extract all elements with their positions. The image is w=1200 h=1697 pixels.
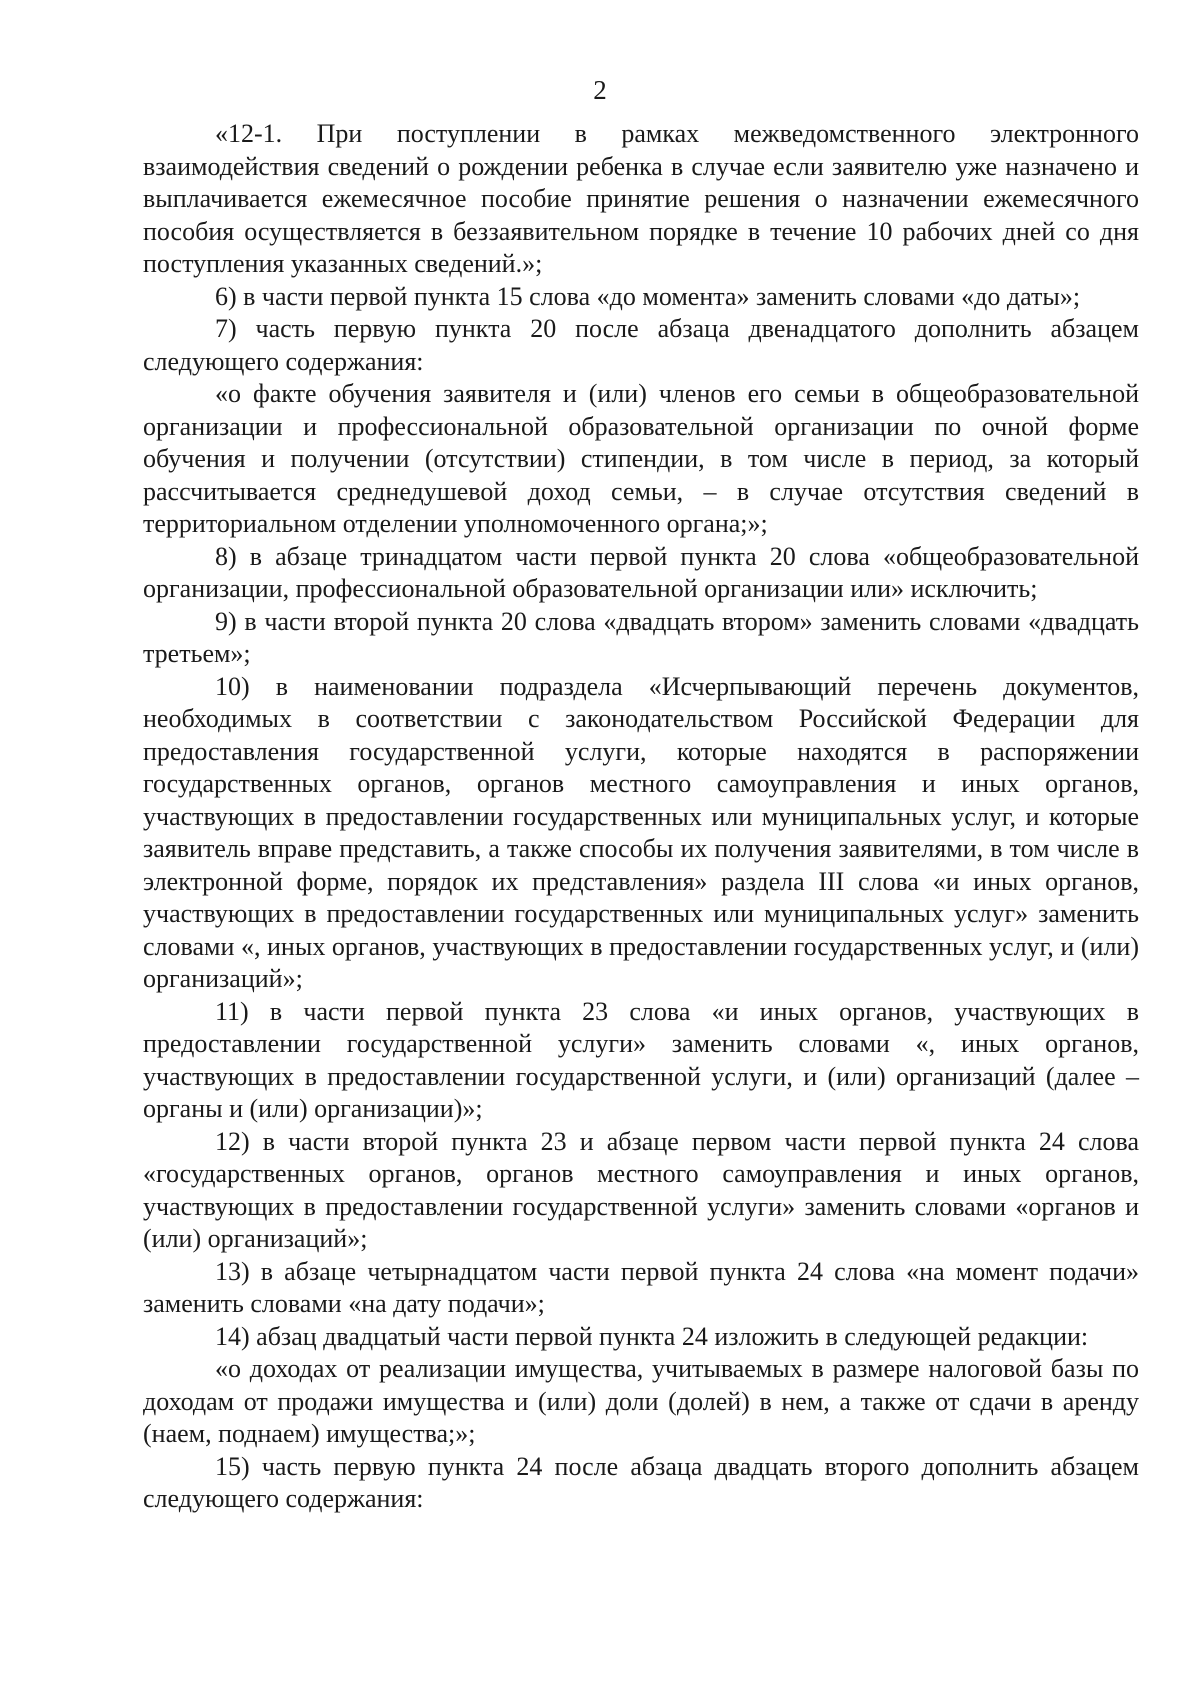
paragraph-quote-property-income: «о доходах от реализации имущества, учитываемых в размере налоговой базы по доходам от продажи имущества и (или) доли (долей) в нем, а также от сдачи в аренду (наем, поднаем) имущества;»; [143,1354,1139,1448]
paragraph-item-12: 12) в части второй пункта 23 и абзаце первом части первой пункта 24 слова «государственных органов, органов местного самоуправления и иных органов, участвующих в предоставлении государственной услуги» заменить словами «органов и (или) организаций»; [143,1126,1139,1253]
paragraph-item-9: 9) в части второй пункта 20 слова «двадцать втором» заменить словами «двадцать третьем»; [143,606,1139,668]
paragraph-item-13: 13) в абзаце четырнадцатом части первой пункта 24 слова «на момент подачи» заменить словами «на дату подачи»; [143,1256,1139,1318]
paragraph-item-15: 15) часть первую пункта 24 после абзаца двадцать второго дополнить абзацем следующего содержания: [143,1451,1139,1513]
paragraph-item-10: 10) в наименовании подраздела «Исчерпывающий перечень документов, необходимых в соответствии с законодательством Российской Федерации для предоставления государственной услуги, которые находятся в распоряжении государственных органов, органов местного самоуправления и иных органов, участвующих в предоставлении государственных или муниципальных услуг, и которые заявитель вправе представить, а также способы их получения заявителями, в том числе в электронной форме, порядок их представления» раздела III слова «и иных органов, участвующих в предоставлении государственных или муниципальных услуг» заменить словами «, иных органов, участвующих в предоставлении государственных услуг, и (или) организаций»; [143,671,1139,993]
paragraph-12-1: «12-1. При поступлении в рамках межведомственного электронного взаимодействия сведений о рождении ребенка в случае если заявителю уже назначено и выплачивается ежемесячное пособие принятие решения о назначении ежемесячного пособия осуществляется в беззаявительном порядке в течение 10 рабочих дней со дня поступления указанных сведений.»; [143,119,1139,278]
paragraph-item-8: 8) в абзаце тринадцатом части первой пункта 20 слова «общеобразовательной организации, профессиональной образовательной организации или» исключить; [143,541,1139,603]
paragraph-quote-education: «о факте обучения заявителя и (или) членов его семьи в общеобразовательной организации и профессиональной образовательной организации по очной форме обучения и получении (отсутствии) стипендии, в том числе в период, за который рассчитывается среднедушевой доход семьи, – в случае отсутствия сведений в территориальном отделении уполномоченного органа;»; [143,379,1139,538]
paragraph-item-14: 14) абзац двадцатый части первой пункта 24 изложить в следующей редакции: [215,1321,1089,1351]
page-number: 2 [593,75,607,105]
paragraph-item-7: 7) часть первую пункта 20 после абзаца двенадцатого дополнить абзацем следующего содержания: [143,314,1139,376]
paragraph-item-6: 6) в части первой пункта 15 слова «до момента» заменить словами «до даты»; [215,281,1081,311]
document-body [143,118,1139,1516]
paragraph-item-11: 11) в части первой пункта 23 слова «и иных органов, участвующих в предоставлении государственной услуги» заменить словами «, иных органов, участвующих в предоставлении государственной услуги, и (или) организаций (далее – органы и (или) организации)»; [143,996,1139,1123]
